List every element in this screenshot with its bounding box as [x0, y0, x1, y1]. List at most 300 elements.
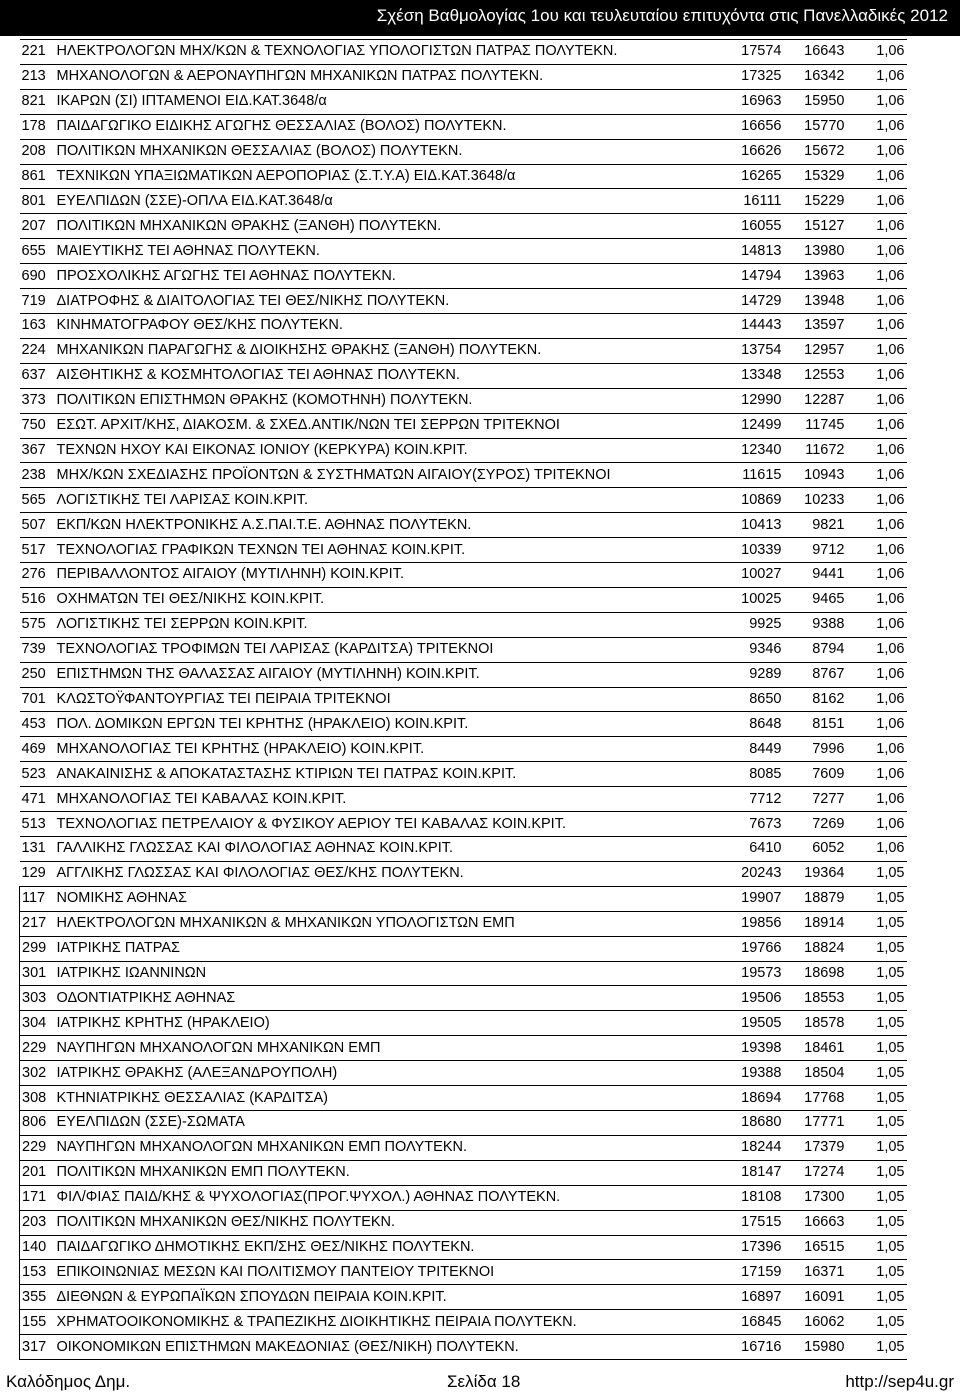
- last-score: 15950: [782, 89, 845, 114]
- department-name: ΠΡΟΣΧΟΛΙΚΗΣ ΑΓΩΓΗΣ ΤΕΙ ΑΘΗΝΑΣ ΠΟΛΥΤΕΚΝ.: [54, 264, 737, 289]
- first-score: 10339: [737, 538, 782, 563]
- score-ratio: 1,06: [845, 687, 907, 712]
- table-row: [20, 264, 907, 289]
- last-score: 18553: [782, 986, 845, 1011]
- department-name: ΕΠΙΚΟΙΝΩΝΙΑΣ ΜΕΣΩΝ ΚΑΙ ΠΟΛΙΤΙΣΜΟΥ ΠΑΝΤΕΙΟΥ ΤΡΙΤΕΚΝΟΙ: [54, 1260, 737, 1285]
- department-code: 575: [20, 612, 54, 637]
- last-score: 18698: [782, 961, 845, 986]
- table-row: [20, 812, 907, 837]
- first-score: 7712: [737, 787, 782, 812]
- last-score: 15127: [782, 214, 845, 239]
- last-score: 16643: [782, 40, 845, 65]
- department-code: 507: [20, 513, 54, 538]
- table-row: [20, 737, 907, 762]
- department-code: 750: [20, 413, 54, 438]
- last-score: 6052: [782, 837, 845, 862]
- table-row: [20, 214, 907, 239]
- score-ratio: 1,05: [845, 961, 907, 986]
- department-name: ΗΛΕΚΤΡΟΛΟΓΩΝ ΜΗΧ/ΚΩΝ & ΤΕΧΝΟΛΟΓΙΑΣ ΥΠΟΛΟΓΙΣΤΩΝ ΠΑΤΡΑΣ ΠΟΛΥΤΕΚΝ.: [54, 40, 737, 65]
- table-row: [20, 1011, 907, 1036]
- department-name: ΓΑΛΛΙΚΗΣ ΓΛΩΣΣΑΣ ΚΑΙ ΦΙΛΟΛΟΓΙΑΣ ΑΘΗΝΑΣ ΚΟΙΝ.ΚΡΙΤ.: [54, 837, 737, 862]
- first-score: 13348: [737, 363, 782, 388]
- last-score: 13980: [782, 239, 845, 264]
- table-row: [20, 1235, 907, 1260]
- first-score: 14813: [737, 239, 782, 264]
- department-name: ΚΙΝΗΜΑΤΟΓΡΑΦΟΥ ΘΕΣ/ΚΗΣ ΠΟΛΥΤΕΚΝ.: [54, 313, 737, 338]
- first-score: 6410: [737, 837, 782, 862]
- first-score: 19856: [737, 911, 782, 936]
- score-ratio: 1,06: [845, 513, 907, 538]
- first-score: 9925: [737, 612, 782, 637]
- score-ratio: 1,05: [845, 936, 907, 961]
- department-code: 131: [20, 837, 54, 862]
- department-code: 373: [20, 388, 54, 413]
- last-score: 16515: [782, 1235, 845, 1260]
- first-score: 19506: [737, 986, 782, 1011]
- score-ratio: 1,05: [845, 1086, 907, 1111]
- first-score: 16716: [737, 1335, 782, 1360]
- department-name: ΝΟΜΙΚΗΣ ΑΘΗΝΑΣ: [54, 886, 737, 911]
- department-name: ΠΑΙΔΑΓΩΓΙΚΟ ΕΙΔΙΚΗΣ ΑΓΩΓΗΣ ΘΕΣΣΑΛΙΑΣ (ΒΟΛΟΣ) ΠΟΛΥΤΕΚΝ.: [54, 114, 737, 139]
- last-score: 9712: [782, 538, 845, 563]
- score-ratio: 1,06: [845, 837, 907, 862]
- department-name: ΕΥΕΛΠΙΔΩΝ (ΣΣΕ)-ΣΩΜΑΤΑ: [54, 1110, 737, 1135]
- score-ratio: 1,06: [845, 264, 907, 289]
- first-score: 8648: [737, 712, 782, 737]
- first-score: 19573: [737, 961, 782, 986]
- first-score: 17159: [737, 1260, 782, 1285]
- first-score: 16055: [737, 214, 782, 239]
- last-score: 15672: [782, 139, 845, 164]
- first-score: 12990: [737, 388, 782, 413]
- department-code: 224: [20, 338, 54, 363]
- department-name: ΜΗΧΑΝΟΛΟΓΙΑΣ ΤΕΙ ΚΡΗΤΗΣ (ΗΡΑΚΛΕΙΟ) ΚΟΙΝ.ΚΡΙΤ.: [54, 737, 737, 762]
- first-score: 10027: [737, 563, 782, 588]
- last-score: 13597: [782, 313, 845, 338]
- department-code: 821: [20, 89, 54, 114]
- department-code: 117: [20, 886, 54, 911]
- last-score: 12957: [782, 338, 845, 363]
- first-score: 18680: [737, 1110, 782, 1135]
- table-row: [20, 612, 907, 637]
- score-ratio: 1,05: [845, 1036, 907, 1061]
- score-ratio: 1,06: [845, 89, 907, 114]
- department-code: 201: [20, 1160, 54, 1185]
- score-ratio: 1,05: [845, 1160, 907, 1185]
- department-code: 207: [20, 214, 54, 239]
- department-code: 516: [20, 587, 54, 612]
- department-name: ΠΟΛΙΤΙΚΩΝ ΜΗΧΑΝΙΚΩΝ ΕΜΠ ΠΟΛΥΤΕΚΝ.: [54, 1160, 737, 1185]
- table-row: [20, 662, 907, 687]
- last-score: 18461: [782, 1036, 845, 1061]
- last-score: 17379: [782, 1135, 845, 1160]
- score-ratio: 1,06: [845, 289, 907, 314]
- last-score: 18578: [782, 1011, 845, 1036]
- table-row: [20, 413, 907, 438]
- table-row: [20, 1335, 907, 1360]
- department-name: ΠΟΛΙΤΙΚΩΝ ΜΗΧΑΝΙΚΩΝ ΘΕΣΣΑΛΙΑΣ (ΒΟΛΟΣ) ΠΟΛΥΤΕΚΝ.: [54, 139, 737, 164]
- table-row: [20, 986, 907, 1011]
- department-name: ΛΟΓΙΣΤΙΚΗΣ ΤΕΙ ΣΕΡΡΩΝ ΚΟΙΝ.ΚΡΙΤ.: [54, 612, 737, 637]
- department-name: ΜΗΧΑΝΟΛΟΓΩΝ & ΑΕΡΟΝΑΥΠΗΓΩΝ ΜΗΧΑΝΙΚΩΝ ΠΑΤΡΑΣ ΠΟΛΥΤΕΚΝ.: [54, 64, 737, 89]
- first-score: 16897: [737, 1285, 782, 1310]
- table-row: [20, 139, 907, 164]
- first-score: 16111: [737, 189, 782, 214]
- table-row: [20, 513, 907, 538]
- score-ratio: 1,05: [845, 861, 907, 886]
- first-score: 18244: [737, 1135, 782, 1160]
- department-name: ΑΙΣΘΗΤΙΚΗΣ & ΚΟΣΜΗΤΟΛΟΓΙΑΣ ΤΕΙ ΑΘΗΝΑΣ ΠΟΛΥΤΕΚΝ.: [54, 363, 737, 388]
- table-row: [20, 1086, 907, 1111]
- score-ratio: 1,06: [845, 413, 907, 438]
- first-score: 19388: [737, 1061, 782, 1086]
- department-name: ΠΕΡΙΒΑΛΛΟΝΤΟΣ ΑΙΓΑΙΟΥ (ΜΥΤΙΛΗΝΗ) ΚΟΙΝ.ΚΡΙΤ.: [54, 563, 737, 588]
- table-row: [20, 1260, 907, 1285]
- department-code: 565: [20, 488, 54, 513]
- department-name: ΜΑΙΕΥΤΙΚΗΣ ΤΕΙ ΑΘΗΝΑΣ ΠΟΛΥΤΕΚΝ.: [54, 239, 737, 264]
- department-code: 299: [20, 936, 54, 961]
- department-name: ΝΑΥΠΗΓΩΝ ΜΗΧΑΝΟΛΟΓΩΝ ΜΗΧΑΝΙΚΩΝ ΕΜΠ: [54, 1036, 737, 1061]
- department-code: 655: [20, 239, 54, 264]
- department-code: 155: [20, 1310, 54, 1335]
- department-name: ΟΧΗΜΑΤΩΝ ΤΕΙ ΘΕΣ/ΝΙΚΗΣ ΚΟΙΝ.ΚΡΙΤ.: [54, 587, 737, 612]
- table-row: [20, 637, 907, 662]
- department-name: ΕΚΠ/ΚΩΝ ΗΛΕΚΤΡΟΝΙΚΗΣ Α.Σ.ΠΑΙ.Τ.Ε. ΑΘΗΝΑΣ ΠΟΛΥΤΕΚΝ.: [54, 513, 737, 538]
- table-row: [20, 114, 907, 139]
- table-row: [20, 1135, 907, 1160]
- table-row: [20, 563, 907, 588]
- table-row: [20, 961, 907, 986]
- score-ratio: 1,06: [845, 712, 907, 737]
- department-code: 163: [20, 313, 54, 338]
- first-score: 17396: [737, 1235, 782, 1260]
- department-name: ΔΙΕΘΝΩΝ & ΕΥΡΩΠΑΪΚΩΝ ΣΠΟΥΔΩΝ ΠΕΙΡΑΙΑ ΚΟΙΝ.ΚΡΙΤ.: [54, 1285, 737, 1310]
- table-row: [20, 1160, 907, 1185]
- first-score: 14729: [737, 289, 782, 314]
- department-code: 523: [20, 762, 54, 787]
- department-name: ΟΙΚΟΝΟΜΙΚΩΝ ΕΠΙΣΤΗΜΩΝ ΜΑΚΕΔΟΝΙΑΣ (ΘΕΣ/ΝΙΚΗ) ΠΟΛΥΤΕΚΝ.: [54, 1335, 737, 1360]
- score-ratio: 1,06: [845, 313, 907, 338]
- first-score: 14443: [737, 313, 782, 338]
- results-table-container: [19, 39, 906, 1360]
- last-score: 11672: [782, 438, 845, 463]
- department-code: 213: [20, 64, 54, 89]
- first-score: 17325: [737, 64, 782, 89]
- department-name: ΝΑΥΠΗΓΩΝ ΜΗΧΑΝΟΛΟΓΩΝ ΜΗΧΑΝΙΚΩΝ ΕΜΠ ΠΟΛΥΤΕΚΝ.: [54, 1135, 737, 1160]
- department-code: 171: [20, 1185, 54, 1210]
- first-score: 10413: [737, 513, 782, 538]
- department-code: 303: [20, 986, 54, 1011]
- table-row: [20, 837, 907, 862]
- last-score: 7609: [782, 762, 845, 787]
- footer-page-number: Σελίδα 18: [447, 1372, 521, 1391]
- last-score: 15980: [782, 1335, 845, 1360]
- department-code: 250: [20, 662, 54, 687]
- score-ratio: 1,06: [845, 214, 907, 239]
- first-score: 20243: [737, 861, 782, 886]
- first-score: 16265: [737, 164, 782, 189]
- score-ratio: 1,05: [845, 1335, 907, 1360]
- department-code: 276: [20, 563, 54, 588]
- score-ratio: 1,06: [845, 139, 907, 164]
- department-code: 453: [20, 712, 54, 737]
- last-score: 9465: [782, 587, 845, 612]
- table-row: [20, 911, 907, 936]
- department-name: ΠΟΛΙΤΙΚΩΝ ΜΗΧΑΝΙΚΩΝ ΘΡΑΚΗΣ (ΞΑΝΘΗ) ΠΟΛΥΤΕΚΝ.: [54, 214, 737, 239]
- last-score: 9821: [782, 513, 845, 538]
- first-score: 8650: [737, 687, 782, 712]
- table-row: [20, 587, 907, 612]
- table-row: [20, 787, 907, 812]
- department-name: ΑΓΓΛΙΚΗΣ ΓΛΩΣΣΑΣ ΚΑΙ ΦΙΛΟΛΟΓΙΑΣ ΘΕΣ/ΚΗΣ ΠΟΛΥΤΕΚΝ.: [54, 861, 737, 886]
- department-name: ΕΣΩΤ. ΑΡΧΙΤ/ΚΗΣ, ΔΙΑΚΟΣΜ. & ΣΧΕΔ.ΑΝΤΙΚ/ΝΩΝ ΤΕΙ ΣΕΡΡΩΝ ΤΡΙΤΕΚΝΟΙ: [54, 413, 737, 438]
- department-code: 308: [20, 1086, 54, 1111]
- first-score: 17515: [737, 1210, 782, 1235]
- department-name: ΙΑΤΡΙΚΗΣ ΚΡΗΤΗΣ (ΗΡΑΚΛΕΙΟ): [54, 1011, 737, 1036]
- table-row: [20, 164, 907, 189]
- table-row: [20, 1036, 907, 1061]
- table-row: [20, 463, 907, 488]
- score-ratio: 1,06: [845, 662, 907, 687]
- last-score: 10943: [782, 463, 845, 488]
- table-row: [20, 289, 907, 314]
- score-ratio: 1,06: [845, 563, 907, 588]
- last-score: 17300: [782, 1185, 845, 1210]
- last-score: 16342: [782, 64, 845, 89]
- table-row: [20, 886, 907, 911]
- department-code: 861: [20, 164, 54, 189]
- table-row: [20, 1285, 907, 1310]
- first-score: 19766: [737, 936, 782, 961]
- score-ratio: 1,05: [845, 886, 907, 911]
- score-ratio: 1,06: [845, 64, 907, 89]
- last-score: 18824: [782, 936, 845, 961]
- department-name: ΙΑΤΡΙΚΗΣ ΙΩΑΝΝΙΝΩΝ: [54, 961, 737, 986]
- last-score: 17768: [782, 1086, 845, 1111]
- department-code: 355: [20, 1285, 54, 1310]
- first-score: 7673: [737, 812, 782, 837]
- department-code: 719: [20, 289, 54, 314]
- score-ratio: 1,06: [845, 538, 907, 563]
- department-code: 153: [20, 1260, 54, 1285]
- department-code: 469: [20, 737, 54, 762]
- department-name: ΜΗΧΑΝΟΛΟΓΙΑΣ ΤΕΙ ΚΑΒΑΛΑΣ ΚΟΙΝ.ΚΡΙΤ.: [54, 787, 737, 812]
- first-score: 18694: [737, 1086, 782, 1111]
- score-ratio: 1,05: [845, 1110, 907, 1135]
- table-row: [20, 363, 907, 388]
- department-code: 701: [20, 687, 54, 712]
- department-name: ΔΙΑΤΡΟΦΗΣ & ΔΙΑΙΤΟΛΟΓΙΑΣ ΤΕΙ ΘΕΣ/ΝΙΚΗΣ ΠΟΛΥΤΕΚΝ.: [54, 289, 737, 314]
- department-name: ΧΡΗΜΑΤΟΟΙΚΟΝΟΜΙΚΗΣ & ΤΡΑΠΕΖΙΚΗΣ ΔΙΟΙΚΗΤΙΚΗΣ ΠΕΙΡΑΙΑ ΠΟΛΥΤΕΚΝ.: [54, 1310, 737, 1335]
- last-score: 8162: [782, 687, 845, 712]
- last-score: 15770: [782, 114, 845, 139]
- footer-website-link[interactable]: http://sep4u.gr: [845, 1372, 954, 1391]
- last-score: 12553: [782, 363, 845, 388]
- first-score: 11615: [737, 463, 782, 488]
- table-row: [20, 1110, 907, 1135]
- last-score: 16091: [782, 1285, 845, 1310]
- score-ratio: 1,06: [845, 762, 907, 787]
- last-score: 13963: [782, 264, 845, 289]
- department-code: 238: [20, 463, 54, 488]
- first-score: 12340: [737, 438, 782, 463]
- last-score: 16371: [782, 1260, 845, 1285]
- score-ratio: 1,06: [845, 164, 907, 189]
- department-code: 367: [20, 438, 54, 463]
- first-score: 16626: [737, 139, 782, 164]
- department-code: 471: [20, 787, 54, 812]
- score-ratio: 1,05: [845, 1235, 907, 1260]
- score-ratio: 1,06: [845, 438, 907, 463]
- score-ratio: 1,05: [845, 1210, 907, 1235]
- department-name: ΙΑΤΡΙΚΗΣ ΠΑΤΡΑΣ: [54, 936, 737, 961]
- last-score: 7277: [782, 787, 845, 812]
- score-ratio: 1,06: [845, 363, 907, 388]
- first-score: 16845: [737, 1310, 782, 1335]
- last-score: 18879: [782, 886, 845, 911]
- first-score: 17574: [737, 40, 782, 65]
- first-score: 16656: [737, 114, 782, 139]
- score-ratio: 1,05: [845, 1285, 907, 1310]
- department-code: 517: [20, 538, 54, 563]
- department-name: ΚΤΗΝΙΑΤΡΙΚΗΣ ΘΕΣΣΑΛΙΑΣ (ΚΑΡΔΙΤΣΑ): [54, 1086, 737, 1111]
- department-code: 801: [20, 189, 54, 214]
- department-name: ΟΔΟΝΤΙΑΤΡΙΚΗΣ ΑΘΗΝΑΣ: [54, 986, 737, 1011]
- table-row: [20, 488, 907, 513]
- table-row: [20, 712, 907, 737]
- department-name: ΤΕΧΝΩΝ ΗΧΟΥ ΚΑΙ ΕΙΚΟΝΑΣ ΙΟΝΙΟΥ (ΚΕΡΚΥΡΑ) ΚΟΙΝ.ΚΡΙΤ.: [54, 438, 737, 463]
- score-ratio: 1,06: [845, 488, 907, 513]
- score-ratio: 1,06: [845, 239, 907, 264]
- last-score: 9441: [782, 563, 845, 588]
- score-ratio: 1,06: [845, 737, 907, 762]
- last-score: 9388: [782, 612, 845, 637]
- last-score: 12287: [782, 388, 845, 413]
- score-ratio: 1,06: [845, 787, 907, 812]
- first-score: 10025: [737, 587, 782, 612]
- score-ratio: 1,05: [845, 911, 907, 936]
- score-ratio: 1,06: [845, 189, 907, 214]
- department-name: ΤΕΧΝΟΛΟΓΙΑΣ ΠΕΤΡΕΛΑΙΟΥ & ΦΥΣΙΚΟΥ ΑΕΡΙΟΥ ΤΕΙ ΚΑΒΑΛΑΣ ΚΟΙΝ.ΚΡΙΤ.: [54, 812, 737, 837]
- table-row: [20, 1310, 907, 1335]
- last-score: 8794: [782, 637, 845, 662]
- last-score: 16062: [782, 1310, 845, 1335]
- department-code: 217: [20, 911, 54, 936]
- score-ratio: 1,05: [845, 986, 907, 1011]
- page-footer: [0, 1362, 960, 1397]
- table-row: [20, 438, 907, 463]
- department-name: ΦΙΛ/ΦΙΑΣ ΠΑΙΔ/ΚΗΣ & ΨΥΧΟΛΟΓΙΑΣ(ΠΡΟΓ.ΨΥΧΟΛ.) ΑΘΗΝΑΣ ΠΟΛΥΤΕΚΝ.: [54, 1185, 737, 1210]
- last-score: 7996: [782, 737, 845, 762]
- first-score: 13754: [737, 338, 782, 363]
- department-name: ΑΝΑΚΑΙΝΙΣΗΣ & ΑΠΟΚΑΤΑΣΤΑΣΗΣ ΚΤΙΡΙΩΝ ΤΕΙ ΠΑΤΡΑΣ ΚΟΙΝ.ΚΡΙΤ.: [54, 762, 737, 787]
- first-score: 9289: [737, 662, 782, 687]
- first-score: 18108: [737, 1185, 782, 1210]
- first-score: 19907: [737, 886, 782, 911]
- table-row: [20, 538, 907, 563]
- table-row: [20, 1185, 907, 1210]
- last-score: 8151: [782, 712, 845, 737]
- last-score: 17274: [782, 1160, 845, 1185]
- score-ratio: 1,05: [845, 1135, 907, 1160]
- score-ratio: 1,05: [845, 1310, 907, 1335]
- first-score: 19398: [737, 1036, 782, 1061]
- department-code: 317: [20, 1335, 54, 1360]
- footer-author: Καλόδημος Δημ.: [6, 1372, 131, 1391]
- department-name: ΠΟΛΙΤΙΚΩΝ ΕΠΙΣΤΗΜΩΝ ΘΡΑΚΗΣ (ΚΟΜΟΤΗΝΗ) ΠΟΛΥΤΕΚΝ.: [54, 388, 737, 413]
- department-name: ΛΟΓΙΣΤΙΚΗΣ ΤΕΙ ΛΑΡΙΣΑΣ ΚΟΙΝ.ΚΡΙΤ.: [54, 488, 737, 513]
- last-score: 8767: [782, 662, 845, 687]
- score-ratio: 1,06: [845, 338, 907, 363]
- department-name: ΕΥΕΛΠΙΔΩΝ (ΣΣΕ)-ΟΠΛΑ ΕΙΔ.ΚΑΤ.3648/α: [54, 189, 737, 214]
- last-score: 15229: [782, 189, 845, 214]
- first-score: 18147: [737, 1160, 782, 1185]
- table-row: [20, 388, 907, 413]
- department-name: ΠΑΙΔΑΓΩΓΙΚΟ ΔΗΜΟΤΙΚΗΣ ΕΚΠ/ΣΗΣ ΘΕΣ/ΝΙΚΗΣ ΠΟΛΥΤΕΚΝ.: [54, 1235, 737, 1260]
- department-name: ΜΗΧ/ΚΩΝ ΣΧΕΔΙΑΣΗΣ ΠΡΟΪΟΝΤΩΝ & ΣΥΣΤΗΜΑΤΩΝ ΑΙΓΑΙΟΥ(ΣΥΡΟΣ) ΤΡΙΤΕΚΝΟΙ: [54, 463, 737, 488]
- last-score: 13948: [782, 289, 845, 314]
- department-code: 690: [20, 264, 54, 289]
- first-score: 8449: [737, 737, 782, 762]
- last-score: 18914: [782, 911, 845, 936]
- last-score: 17771: [782, 1110, 845, 1135]
- table-row: [20, 1061, 907, 1086]
- first-score: 19505: [737, 1011, 782, 1036]
- table-row: [20, 1210, 907, 1235]
- first-score: 14794: [737, 264, 782, 289]
- department-name: ΠΟΛ. ΔΟΜΙΚΩΝ ΕΡΓΩΝ ΤΕΙ ΚΡΗΤΗΣ (ΗΡΑΚΛΕΙΟ) ΚΟΙΝ.ΚΡΙΤ.: [54, 712, 737, 737]
- score-ratio: 1,06: [845, 637, 907, 662]
- score-ratio: 1,06: [845, 114, 907, 139]
- department-code: 221: [20, 40, 54, 65]
- last-score: 15329: [782, 164, 845, 189]
- department-name: ΗΛΕΚΤΡΟΛΟΓΩΝ ΜΗΧΑΝΙΚΩΝ & ΜΗΧΑΝΙΚΩΝ ΥΠΟΛΟΓΙΣΤΩΝ ΕΜΠ: [54, 911, 737, 936]
- last-score: 7269: [782, 812, 845, 837]
- department-name: ΤΕΧΝΙΚΩΝ ΥΠΑΞΙΩΜΑΤΙΚΩΝ ΑΕΡΟΠΟΡΙΑΣ (Σ.Τ.Υ.Α) ΕΙΔ.ΚΑΤ.3648/α: [54, 164, 737, 189]
- department-code: 301: [20, 961, 54, 986]
- department-name: ΙΚΑΡΩΝ (ΣΙ) ΙΠΤΑΜΕΝΟΙ ΕΙΔ.ΚΑΤ.3648/α: [54, 89, 737, 114]
- department-code: 739: [20, 637, 54, 662]
- table-row: [20, 762, 907, 787]
- department-code: 203: [20, 1210, 54, 1235]
- department-code: 229: [20, 1036, 54, 1061]
- department-name: ΜΗΧΑΝΙΚΩΝ ΠΑΡΑΓΩΓΗΣ & ΔΙΟΙΚΗΣΗΣ ΘΡΑΚΗΣ (ΞΑΝΘΗ) ΠΟΛΥΤΕΚΝ.: [54, 338, 737, 363]
- score-ratio: 1,05: [845, 1061, 907, 1086]
- table-row: [20, 189, 907, 214]
- results-table-body: [20, 40, 907, 1360]
- department-name: ΚΛΩΣΤΟΫΦΑΝΤΟΥΡΓΙΑΣ ΤΕΙ ΠΕΙΡΑΙΑ ΤΡΙΤΕΚΝΟΙ: [54, 687, 737, 712]
- first-score: 9346: [737, 637, 782, 662]
- score-ratio: 1,05: [845, 1011, 907, 1036]
- department-code: 806: [20, 1110, 54, 1135]
- score-ratio: 1,06: [845, 40, 907, 65]
- last-score: 18504: [782, 1061, 845, 1086]
- table-row: [20, 861, 907, 886]
- department-name: ΙΑΤΡΙΚΗΣ ΘΡΑΚΗΣ (ΑΛΕΞΑΝΔΡΟΥΠΟΛΗ): [54, 1061, 737, 1086]
- score-ratio: 1,06: [845, 587, 907, 612]
- department-name: ΤΕΧΝΟΛΟΓΙΑΣ ΓΡΑΦΙΚΩΝ ΤΕΧΝΩΝ ΤΕΙ ΑΘΗΝΑΣ ΚΟΙΝ.ΚΡΙΤ.: [54, 538, 737, 563]
- last-score: 19364: [782, 861, 845, 886]
- results-table: [19, 39, 907, 1360]
- score-ratio: 1,05: [845, 1260, 907, 1285]
- last-score: 16663: [782, 1210, 845, 1235]
- score-ratio: 1,06: [845, 812, 907, 837]
- department-code: 129: [20, 861, 54, 886]
- table-row: [20, 687, 907, 712]
- page-title: Σχέση Βαθμολογίας 1ου και τευλευταίου επιτυχόντα στις Πανελλαδικές 2012: [376, 6, 948, 25]
- department-code: 637: [20, 363, 54, 388]
- score-ratio: 1,06: [845, 463, 907, 488]
